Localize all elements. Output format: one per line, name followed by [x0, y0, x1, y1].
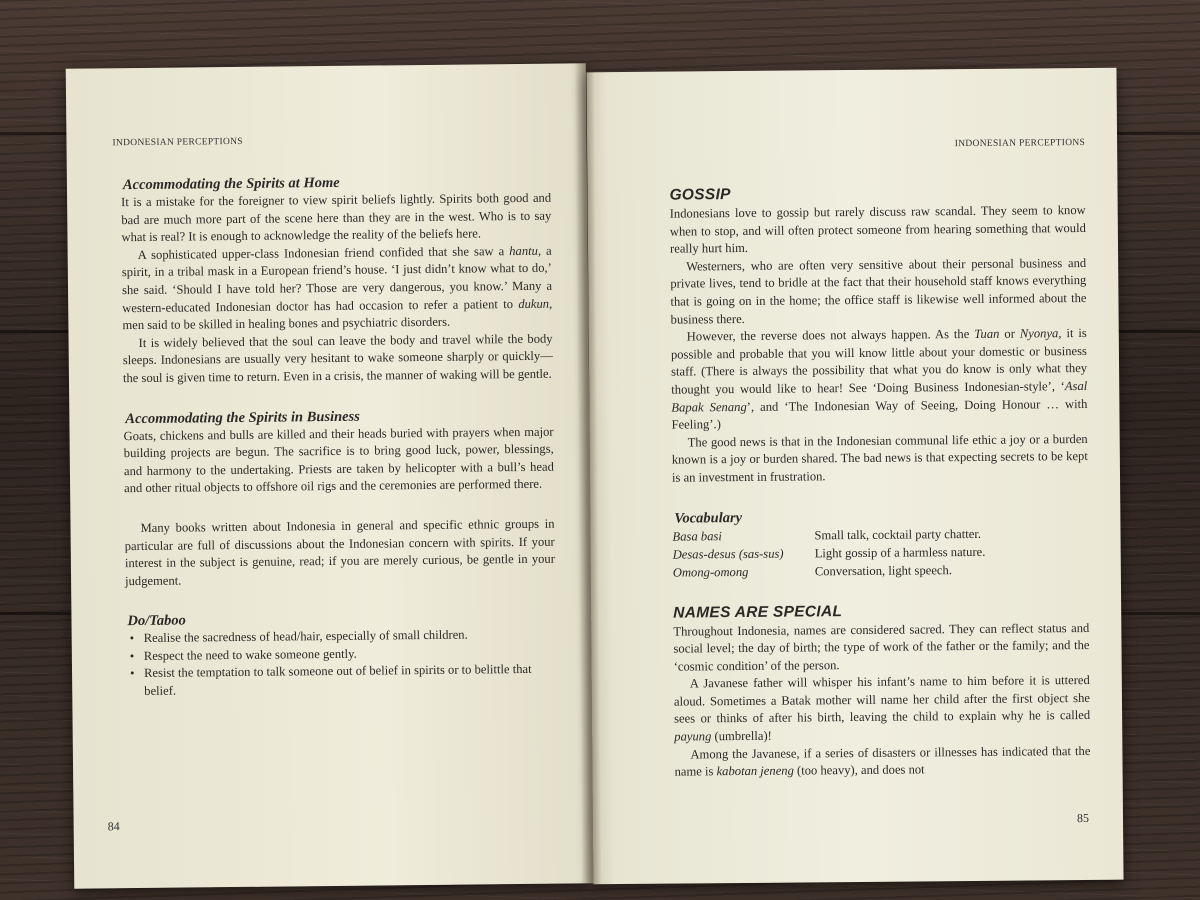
section-heading-spirits-business: Accommodating the Spirits in Business — [125, 408, 360, 427]
paragraph: Indonesians love to gossip but rarely discuss raw scandal. They seem to know when to stop, and will often protect someone from hearing something that would really hurt him. — [669, 202, 1086, 256]
vocab-meaning: Light gossip of a harmless nature. — [814, 544, 986, 560]
paragraph: Many books written about Indonesia in general and specific ethnic groups in particular are full of discussions about the Indonesian concern with spirits. If your interest in the subject is genuine, read; if you are merely curious, be gentle in your judgement. — [124, 516, 555, 588]
paragraph: Among the Javanese, if a series of disasters or illnesses has indicated that the name is kabotan jeneng (too heavy), and does not — [674, 743, 1091, 779]
section-heading-gossip: GOSSIP — [669, 186, 731, 204]
right-page — [586, 68, 1123, 885]
left-page — [66, 63, 595, 888]
vocab-meaning: Conversation, light speech. — [814, 562, 952, 578]
vocab-term: Basa basi — [672, 528, 722, 544]
paragraph: Westerners, who are often very sensitive about their personal business and private lives, tend to bridle at the fact that their household staff knows everything that is going on in the home; the office staff is likewise well informed about the business there. — [670, 255, 1087, 327]
table-row — [673, 542, 986, 563]
vocab-term: Omong-omong — [672, 564, 749, 580]
section-heading-do-taboo: Do/Taboo — [127, 612, 186, 630]
paragraph: Goats, chickens and bulls are killed and their heads buried with prayers when major building projects are begun. The sacrifice is to bring good luck, power, blessings, and harmony to the undertaking. Priests are taken by helicopter with a bull’s head and other ritual objects to offshore oil rigs and the ceremonies are performed there. — [123, 424, 554, 496]
page-number: 84 — [107, 819, 120, 834]
vocab-meaning: Small talk, cocktail party chatter. — [814, 526, 982, 542]
left-page-body — [121, 172, 556, 701]
paragraph: A sophisticated upper-class Indonesian friend confided that she saw a hantu, a spirit, in a tribal mask in a European friend’s house. ‘I just didn’t know what to do,’ she said. ‘Should I have told her? Those are very dangerous, you know.’ Many a western-educated Indonesian doctor has had occasion to refer a patient to dukun, men said to be skilled in healing bones and psychiatric disorders. — [121, 243, 553, 333]
page-number: 85 — [1076, 810, 1090, 826]
paragraph: It is a mistake for the foreigner to view spirit beliefs lightly. Spirits both good and bad are much more part of the scene here than they are in the west. Who is to say what is real? It is enough to acknowledge the reality of the beliefs here. — [121, 190, 552, 245]
paragraph: The good news is that in the Indonesian communal life ethic a joy or a burden known is a joy or burden shared. The bad news is that expecting secrets to be kept is an investment in frustration. — [671, 431, 1088, 485]
list-item: • Realise the sacredness of head/hair, especially of small children. — [144, 626, 556, 648]
table-row — [672, 524, 985, 545]
paragraph: Throughout Indonesia, names are considered sacred. They can reflect status and social level; the day of birth; the type of work of the father or the family; and the ‘cosmic condition’ of the person. — [673, 620, 1090, 674]
paragraph: A Javanese father will whisper his infant’s name to him before it is uttered aloud. Sometimes a Batak mother will name her child after the first object she sees or thinks of after his birth, leaving the child to explain why he is called payung (umbrella)! — [673, 673, 1091, 744]
table-row — [673, 560, 986, 581]
list-item: • Respect the need to wake someone gently. — [144, 644, 556, 666]
section-heading-vocabulary: Vocabulary — [674, 509, 743, 527]
list-item: • Resist the temptation to talk someone out of belief in spirits or to belittle that belief. — [144, 661, 556, 700]
do-taboo-list — [126, 626, 557, 701]
running-head: INDONESIAN PERCEPTIONS — [112, 136, 243, 149]
paragraph: However, the reverse does not always happen. As the Tuan or Nyonya, it is possible and probable that you will know little about your domestic or business staff. (There is always the possibility that what you do know is only what they thought you would like to hear! See ‘Doing Business Indonesian-style’, ‘Asal Bapak Senang’, and ‘The Indonesian Way of Seeing, Doing Honour … with Feeling’.) — [670, 326, 1088, 432]
right-page-body — [669, 182, 1090, 781]
vocabulary-table — [672, 524, 985, 581]
section-heading-spirits-home: Accommodating the Spirits at Home — [122, 174, 340, 194]
paragraph: It is widely believed that the soul can leave the body and travel while the body sleeps. Indonesians are usually very hesitant to wake someone sharply or quickly—the soul is given time to return. Even in a crisis, the manner of waking will be gentle. — [122, 331, 553, 386]
section-heading-names: NAMES ARE SPECIAL — [673, 602, 843, 622]
running-head: INDONESIAN PERCEPTIONS — [954, 137, 1086, 150]
vocab-term: Desas-desus (sas-sus) — [672, 546, 784, 562]
